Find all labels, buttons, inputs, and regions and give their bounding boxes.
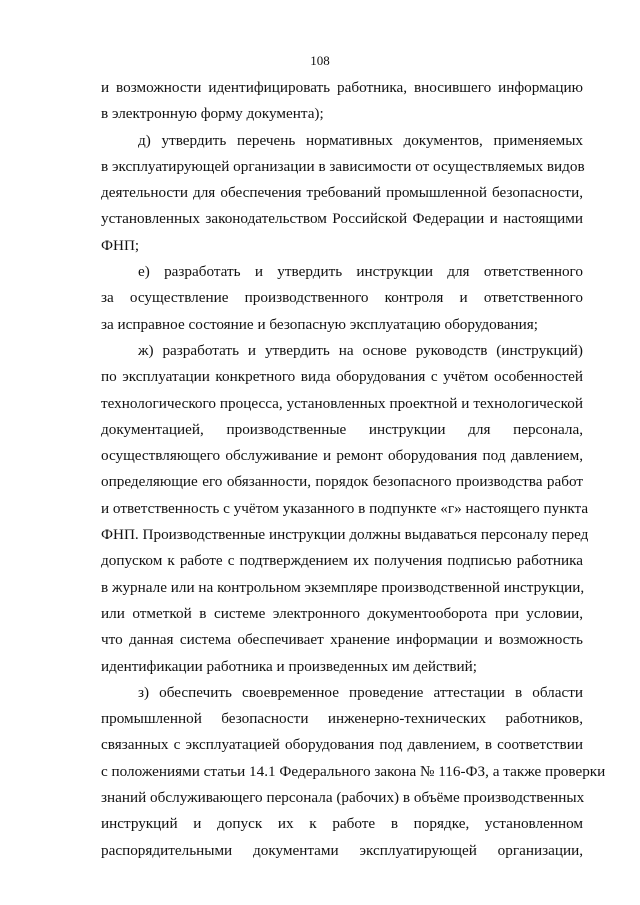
text-line: за исправное состояние и безопасную эксплуатацию оборудования; (101, 315, 538, 333)
text-line: идентификации работника и произведенных им действий; (101, 657, 478, 675)
page-body (101, 75, 606, 864)
text-line: з) обеспечить своевременное проведение аттестации в области (138, 683, 583, 701)
paragraph-continuation (101, 75, 583, 128)
text-line: и ответственность с учётом указанного в подпункте «г» настоящего пункта (101, 499, 589, 517)
text-line: за осуществление производственного контроля и ответственного (101, 289, 583, 307)
text-line: ФНП; (101, 236, 140, 254)
text-line: в эксплуатирующей организации в зависимости от осуществляемых видов (101, 157, 585, 175)
text-line: е) разработать и утвердить инструкции для ответственного (138, 263, 583, 281)
paragraph-item-z (101, 680, 606, 864)
text-line: распорядительными документами эксплуатирующей организации, (101, 841, 583, 859)
text-line: в журнале или на контрольном экземпляре производственной инструкции, (101, 578, 585, 596)
text-line: в электронную форму документа); (101, 105, 324, 123)
text-line: знаний обслуживающего персонала (рабочих) в объёме производственных (101, 789, 585, 807)
text-line: с положениями статьи 14.1 Федерального закона № 116-ФЗ, а также проверки (101, 762, 606, 780)
text-line: деятельности для обеспечения требований промышленной безопасности, (101, 184, 583, 202)
text-line: связанных с эксплуатацией оборудования под давлением, в соответствии (101, 736, 583, 754)
text-line: осуществляющего обслуживание и ремонт оборудования под давлением, (101, 447, 583, 465)
page-number: 108 (310, 53, 330, 68)
text-line: промышленной безопасности инженерно-технических работников, (101, 710, 583, 728)
text-line: установленных законодательством Российской Федерации и настоящими (101, 210, 583, 228)
paragraph-item-e (101, 259, 583, 338)
text-line: документацией, производственные инструкции для персонала, (101, 420, 583, 438)
paragraph-item-d (101, 128, 583, 259)
text-line: определяющие его обязанности, порядок безопасного производства работ (101, 473, 583, 491)
text-line: что данная система обеспечивает хранение информации и возможность (101, 631, 583, 649)
text-line: допуском к работе с подтверждением их получения подписью работника (101, 552, 583, 570)
text-line: ФНП. Производственные инструкции должны выдаваться персоналу перед (101, 526, 589, 544)
text-line: инструкций и допуск их к работе в порядке, установленном (101, 815, 583, 833)
text-line: или отметкой в системе электронного документооборота при условии, (101, 604, 583, 622)
paragraph-item-zh (101, 338, 589, 680)
text-line: технологического процесса, установленных проектной и технологической (101, 394, 583, 412)
text-line: д) утвердить перечень нормативных документов, применяемых (138, 131, 583, 149)
text-line: и возможности идентифицировать работника, вносившего информацию (101, 79, 583, 96)
text-line: ж) разработать и утвердить на основе руководств (инструкций) (138, 341, 583, 359)
text-line: по эксплуатации конкретного вида оборудования с учётом особенностей (101, 368, 583, 386)
